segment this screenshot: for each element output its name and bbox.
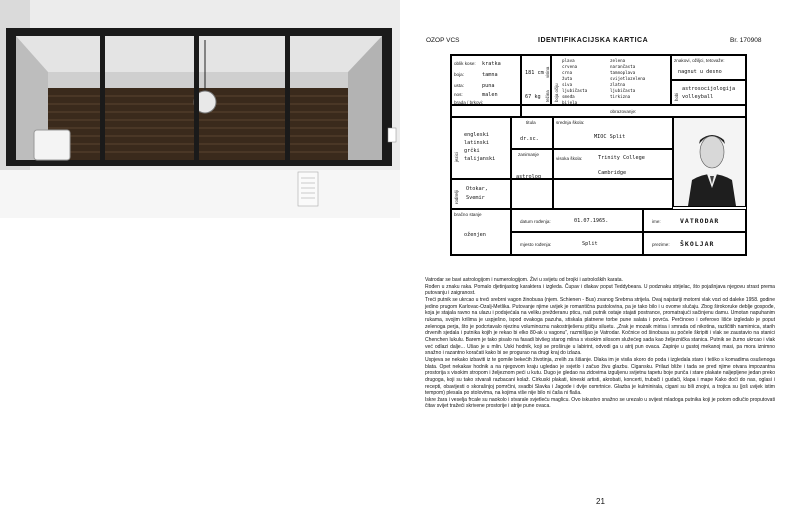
surname-block: prezime: ŠKOLJAR [643, 232, 746, 255]
occupation-value-block: astrolog [511, 179, 553, 209]
page-number: 21 [596, 497, 605, 506]
story-paragraph: Uspjeva se nekako izbaviti iz te gomile bekećih životinja, zrelih za šišanje. Dlaka im je visila skoro do poda i izgledala staro i teško s komadima osušenoga blata. Opet nekakav hodnik a na njegovom kraju ugledao je svjetlo i začuo živu glazbu. Cigansku. Prilazi bliže i tada se pred njime otvara impozantna prostorija s visokim stropom i željeznom peći u kutu. Dugo je gledao na zidovima izguljenu svijetnu tapetu boje punča i stare plakate naljepljene jedan preko drugoga, koji su tako stvarali razbacani kolaž. Cirkuski plakati, kineski artisti, akrobati, koncerti, trubači i gudači, klapa i mape Kako doći do nas, oglasi i recepti, obavijesti o skorašnjoj pomrčini, svadbi Slavka i Jagode i dvije osmrtnice. Glazba je kulminirala, cigani su bili znojni, a trojica su (još uvijek istim tempom) plesala po stolovima, na kojima više nije bilo ni čaša ni flaša. [425, 356, 775, 397]
story-text [425, 277, 775, 410]
room-photo [0, 0, 400, 218]
portrait-illustration [674, 118, 745, 206]
portrait-photo [673, 117, 746, 207]
parents-block: roditelji Otokar, Svemir [451, 179, 511, 209]
education-header: obrazovanje: [521, 105, 746, 117]
story-paragraph: Vatrodar se bavi astrologijom i numerologijom. Živi u svijetu od brojki i astroloških karata. [425, 277, 623, 283]
empty-cell [451, 105, 521, 117]
university-block: visoka škola: Trinity College Cambridge [553, 149, 673, 179]
header-left: OZOP VCS [426, 37, 460, 44]
birthplace-block: mjesto rođenja: Split [511, 232, 643, 255]
story-paragraph: Rođen u znaku raka. Pomalo djetinjastog karaktera i izgleda. Čupav i dlakav poput Teddybeara. U podznaku strijelac, što pojašnjava njegovu strast prema putovanju i zaigranost. [425, 283, 775, 297]
face-block: oblik kose: kratka boja: tamna usta: puna nos: malen brada / brkovi: [451, 55, 521, 105]
birthdate-block: datum rođenja: 01.07.1965. [511, 209, 643, 232]
card-title: IDENTIFIKACIJSKA KARTICA [538, 37, 649, 44]
occupation-block: zanimanje [511, 149, 553, 179]
eye-color-list: boja očiju plava crvena crna žuta siva ljubičasta smeđa bijela zelena narančasta tamnoplava svijetlozelena zlatna ljubičasta tirkizna [551, 55, 671, 105]
high-school-block: srednja škola: MIOC Split [553, 117, 673, 149]
marks-block: znakovi, ožiljci, tetovaže: nagnut u desno [671, 55, 746, 80]
id-card [450, 54, 747, 256]
room-photo-illustration [0, 0, 400, 218]
story-paragraph: Iskre žara i veselja frcale su naokolo i stvarale svjetleću maglicu. Ovo iskustvo snažno se urezalo u svijest mladoga putnika koji je potom odlučio proputovati čitav svijet tražeći skrivene prostorije i atrije pune ovaca. [425, 396, 775, 410]
empty-school-cell [553, 179, 673, 209]
story-paragraph: Treći putnik se ukrcao u treći srebrni vagon žinobusa (njem. Schienen - Bus) zvanog Srebrna strijela. Ovaj najstariji motorni vlak vozi od daleke 1958. godine jedino prugom Karlovac-Ozalj-Metlika. Putovanje njime uvijek je romantična pustolovina, pa je tako bilo i u ovome slučaju. Zbog širokorukе debljе gospođe, koja je stajala ravno na ulazu i podsjećala na veliku prežderanu pticu, naš putnik ostaje stajati postrance, promatrajući sačinjenu damu. Umotan napuhanim rukama, svojim krilima je uspješno, ispod ovakoga pazuha, stiskala platnene torbe pune salata i povrća. Perčinovo i ceferovo lišće izgledalo je poput zelenoga perja, što je podcrtavalo njezinu voluminoznu nakostriješenu ptičju siluetu. „Zrak je mozaik mirisa i smrada od nikotina, različitih namirnica, starih drvenih sjedala i putnika kojih je rekao bi elko 80-ak u vagonu”, razmišljao je Vatrodar. Kočnice od šinobusa su počele škripiti i vlak se zaustavio na stanici Chenchen lukulu. Barem je tako pisalo na fasadi bivšeg starog mlina s visokim silosom služećeg sada kao željeznička stanica. Putnik se žurno ukrcao i vlak već odlazi dalje... Ušao je u mlin. Uski hodnik, koji se proširuje u labirint, odvodi ga u atrij pun ovaca. Zapinje u gustoj mekanoj masi, pa mora iznimno snažno i razantno koračati kako bi se progurao na drugi kraj do izlaza. [425, 296, 775, 357]
card-number: Br. 170908 [730, 37, 762, 44]
marital-block: bračno stanje oženjen [451, 209, 511, 255]
hobby-block: hobi astrosocijologija volleyball [671, 80, 746, 105]
right-page [400, 0, 800, 520]
first-name-block: ime: VATRODAR [643, 209, 746, 232]
title-block: titula dr.sc. [511, 117, 553, 149]
height-weight-block: 181 cm 67 kg visina težina [521, 55, 551, 105]
languages-block: jezici engleski latinski grčki talijanski [451, 117, 511, 179]
